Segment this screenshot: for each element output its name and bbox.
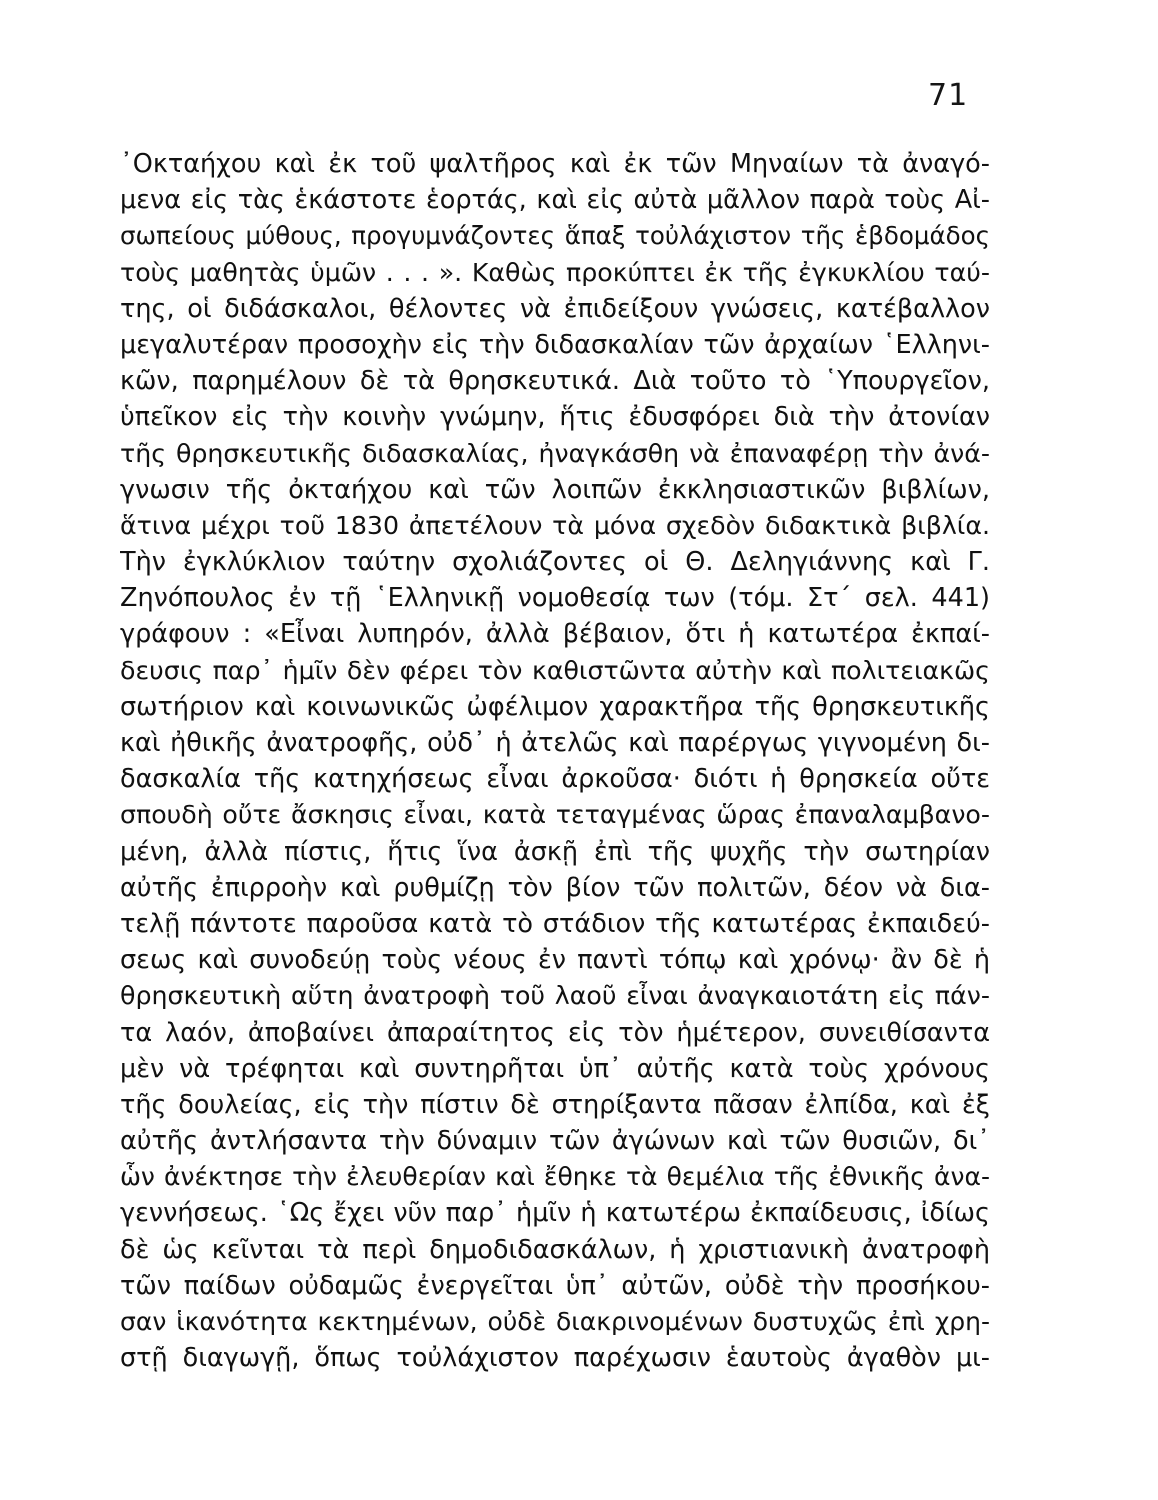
text-line: σαν ἱκανότητα κεκτημένων, οὐδὲ διακρινομένων δυστυχῶς ἐπὶ χρη- bbox=[120, 1307, 990, 1336]
text-line: τελῇ πάντοτε παροῦσα κατὰ τὸ στάδιον τῆς κατωτέρας ἐκπαιδεύ- bbox=[120, 908, 990, 939]
text-line: ὧν ἀνέκτησε τὴν ἐλευθερίαν καὶ ἔθηκε τὰ θεμέλια τῆς ἐθνικῆς ἀνα- bbox=[120, 1162, 990, 1192]
text-line: γεννήσεως. ῾Ως ἔχει νῦν παρ᾿ ἡμῖν ἡ κατωτέρω ἐκπαίδευσις, ἰδίως bbox=[120, 1198, 990, 1229]
text-line: δασκαλία τῆς κατηχήσεως εἶναι ἀρκοῦσα· διότι ἡ θρησκεία οὔτε bbox=[120, 764, 990, 795]
page-number: 71 bbox=[928, 78, 969, 113]
text-line: στῇ διαγωγῇ, ὅπως τοὐλάχιστον παρέχωσιν ἑαυτοὺς ἀγαθὸν μι- bbox=[120, 1343, 990, 1374]
text-line: κῶν, παρημέλουν δὲ τὰ θρησκευτικά. Διὰ τοῦτο τὸ ῾Υπουργεῖον, bbox=[120, 366, 990, 397]
text-line: Τὴν ἐγκλύκλιον ταύτην σχολιάζοντες οἱ Θ. Δεληγιάννης καὶ Γ. bbox=[120, 547, 990, 578]
text-line: αὐτῆς ἐπιρροὴν καὶ ρυθμίζῃ τὸν βίον τῶν πολιτῶν, δέον νὰ δια- bbox=[120, 872, 990, 903]
text-line: ἅτινα μέχρι τοῦ 1830 ἀπετέλουν τὰ μόνα σχεδὸν διδακτικὰ βιβλία. bbox=[120, 510, 990, 540]
text-line: σπουδὴ οὔτε ἄσκησις εἶναι, κατὰ τεταγμένας ὥρας ἐπαναλαμβανο- bbox=[120, 800, 990, 830]
text-line: σωτήριον καὶ κοινωνικῶς ὠφέλιμον χαρακτῆρα τῆς θρησκευτικῆς bbox=[120, 691, 990, 722]
text-line: μένη, ἀλλὰ πίστις, ἥτις ἵνα ἀσκῇ ἐπὶ τῆς ψυχῆς τὴν σωτηρίαν bbox=[120, 836, 990, 867]
text-line: αὐτῆς ἀντλήσαντα τὴν δύναμιν τῶν ἀγώνων καὶ τῶν θυσιῶν, δι᾿ bbox=[120, 1126, 990, 1157]
text-line: Ζηνόπουλος ἐν τῇ ῾Ελληνικῇ νομοθεσίᾳ των (τόμ. Στ΄ σελ. 441) bbox=[120, 583, 990, 614]
text-line: τοὺς μαθητὰς ὑμῶν . . . ». Καθὼς προκύπτει ἐκ τῆς ἐγκυκλίου ταύ- bbox=[120, 257, 990, 287]
text-line: μενα εἰς τὰς ἑκάστοτε ἑορτάς, καὶ εἰς αὐτὰ μᾶλλον παρὰ τοὺς Αἰ- bbox=[120, 185, 990, 216]
text-line: γνωσιν τῆς ὀκταήχου καὶ τῶν λοιπῶν ἐκκλησιαστικῶν βιβλίων, bbox=[120, 474, 990, 505]
text-line: τῶν παίδων οὐδαμῶς ἐνεργεῖται ὑπ᾿ αὐτῶν, οὐδὲ τὴν προσήκου- bbox=[120, 1270, 990, 1301]
text-line: δευσις παρ᾿ ἡμῖν δὲν φέρει τὸν καθιστῶντα αὐτὴν καὶ πολιτειακῶς bbox=[120, 655, 990, 685]
text-line: σωπείους μύθους, προγυμνάζοντες ἅπαξ τοὐλάχιστον τῆς ἑβδομάδος bbox=[120, 221, 990, 251]
text-line: γράφουν : «Εἶναι λυπηρόν, ἀλλὰ βέβαιον, ὅτι ἡ κατωτέρα ἐκπαί- bbox=[120, 619, 990, 650]
text-line: σεως καὶ συνοδεύῃ τοὺς νέους ἐν παντὶ τόπῳ καὶ χρόνῳ· ἂν δὲ ἡ bbox=[120, 945, 990, 976]
text-line: καὶ ἠθικῆς ἀνατροφῆς, οὐδ᾿ ἡ ἀτελῶς καὶ παρέργως γιγνομένη δι- bbox=[120, 728, 990, 758]
body-text bbox=[120, 146, 990, 1376]
text-line: τῆς δουλείας, εἰς τὴν πίστιν δὲ στηρίξαντα πᾶσαν ἐλπίδα, καὶ ἐξ bbox=[120, 1089, 990, 1120]
text-line: θρησκευτικὴ αὕτη ἀνατροφὴ τοῦ λαοῦ εἶναι ἀναγκαιοτάτη εἰς πάν- bbox=[120, 981, 990, 1011]
text-line: δὲ ὡς κεῖνται τὰ περὶ δημοδιδασκάλων, ἡ χριστιανικὴ ἀνατροφὴ bbox=[120, 1234, 990, 1265]
text-line: μεγαλυτέραν προσοχὴν εἰς τὴν διδασκαλίαν τῶν ἀρχαίων ῾Ελληνι- bbox=[120, 329, 990, 360]
text-line: ᾿Οκταήχου καὶ ἐκ τοῦ ψαλτῆρος καὶ ἐκ τῶν Μηναίων τὰ ἀναγό- bbox=[120, 149, 990, 179]
text-line: ὑπεῖκον εἰς τὴν κοινὴν γνώμην, ἥτις ἐδυσφόρει διὰ τὴν ἀτονίαν bbox=[120, 402, 990, 433]
text-line: τῆς θρησκευτικῆς διδασκαλίας, ἠναγκάσθη νὰ ἐπαναφέρῃ τὴν ἀνά- bbox=[120, 438, 990, 468]
text-line: της, οἱ διδάσκαλοι, θέλοντες νὰ ἐπιδείξουν γνώσεις, κατέβαλλον bbox=[120, 293, 990, 324]
text-line: τα λαόν, ἀποβαίνει ἀπαραίτητος εἰς τὸν ἡμέτερον, συνειθίσαντα bbox=[120, 1017, 990, 1048]
text-line: μὲν νὰ τρέφηται καὶ συντηρῆται ὑπ᾿ αὐτῆς κατὰ τοὺς χρόνους bbox=[120, 1053, 990, 1084]
